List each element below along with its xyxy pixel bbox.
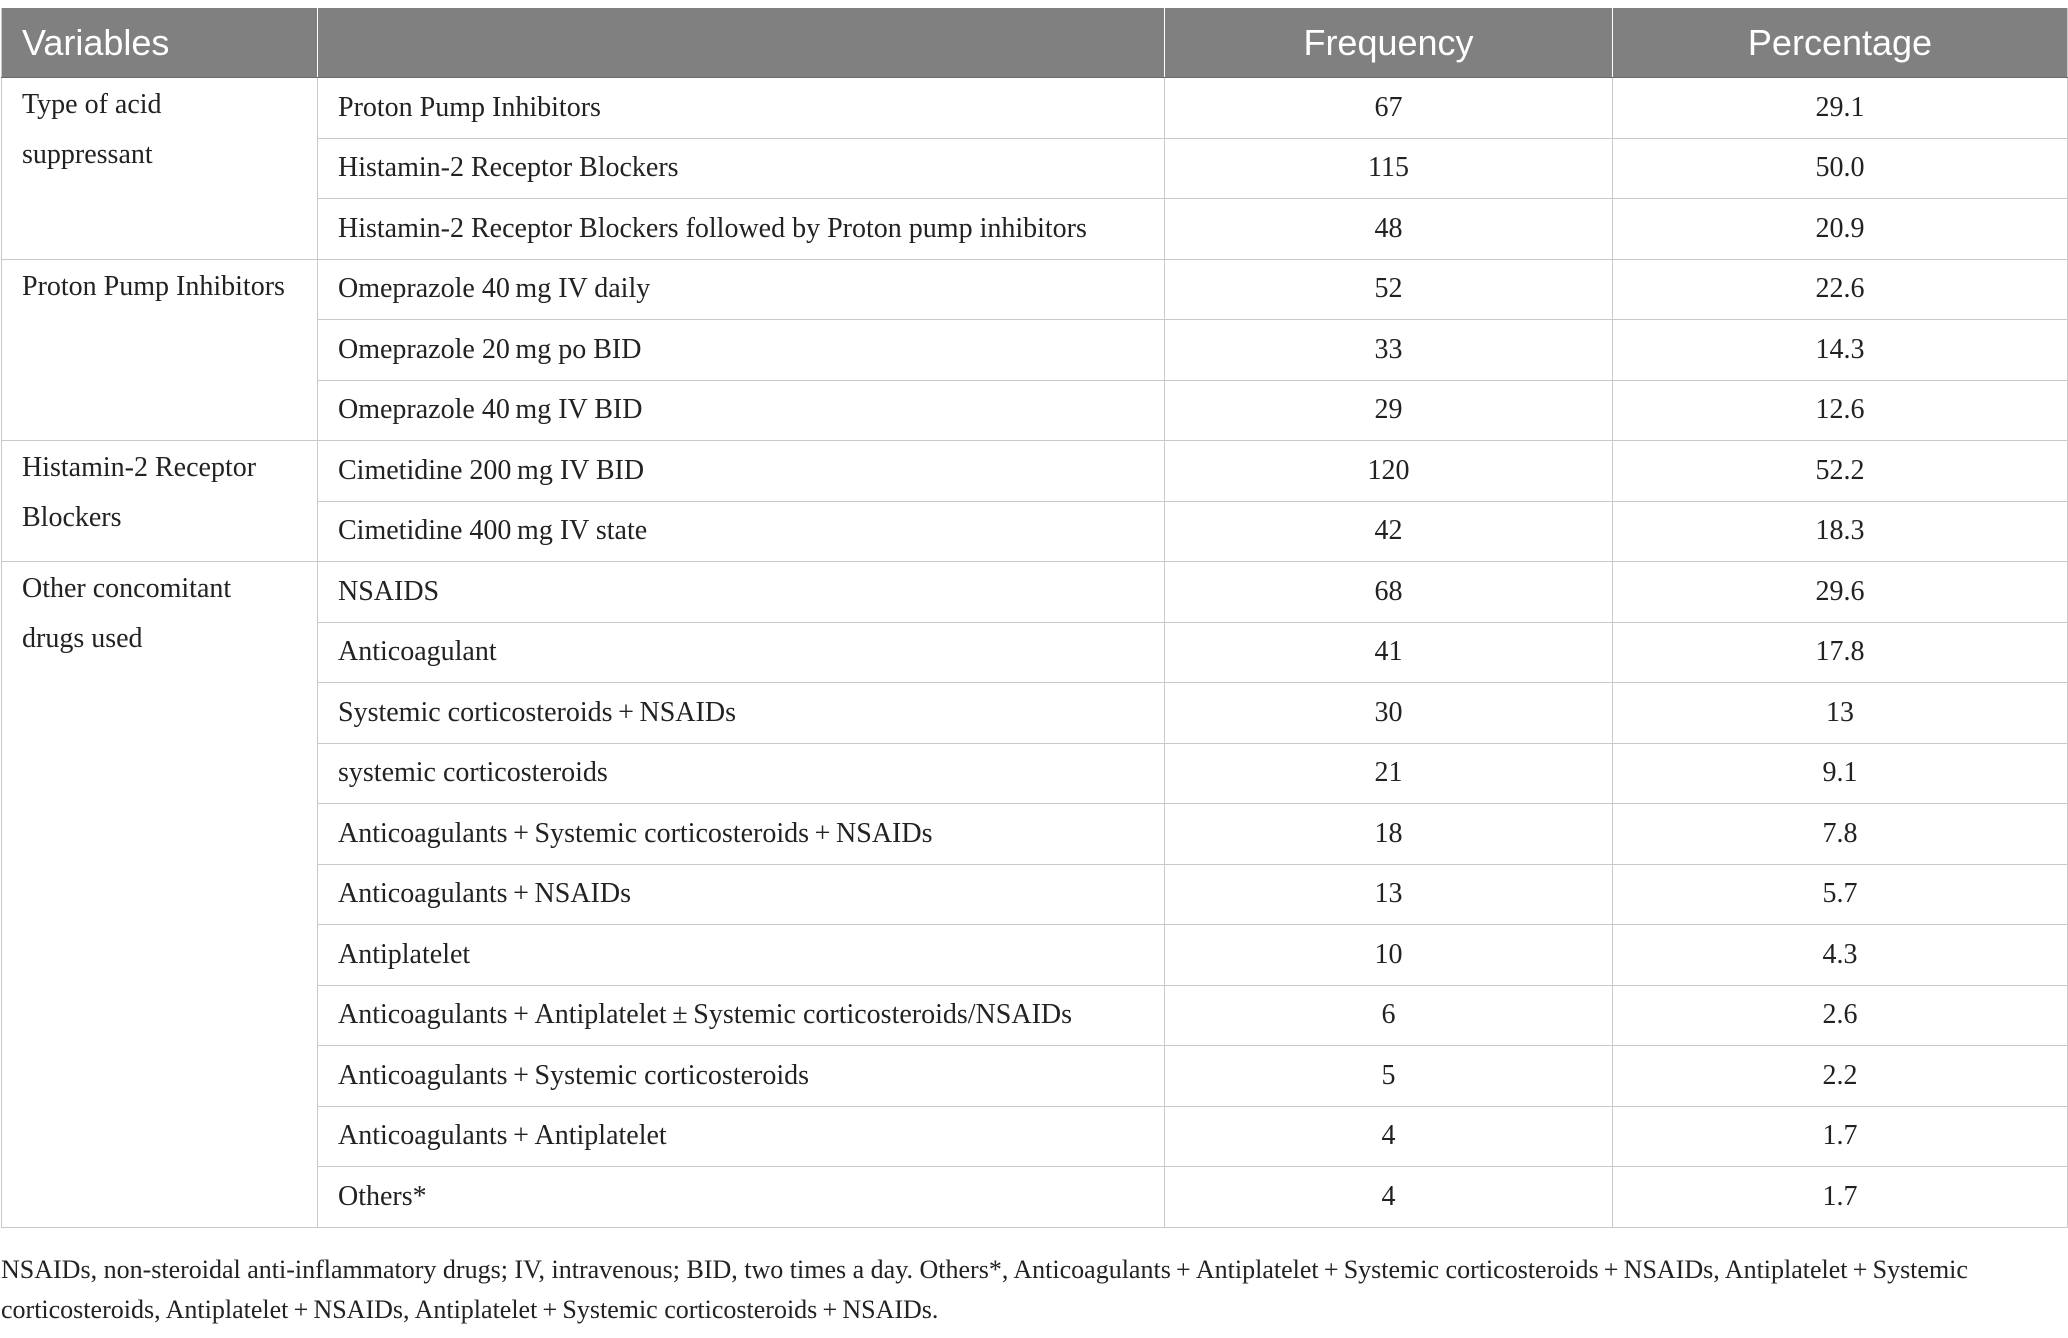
row-frequency: 42: [1165, 501, 1613, 562]
row-percentage: 1.7: [1613, 1167, 2068, 1228]
row-percentage: 2.2: [1613, 1046, 2068, 1107]
row-frequency: 30: [1165, 683, 1613, 744]
row-name: Systemic corticosteroids + NSAIDs: [318, 683, 1165, 744]
row-frequency: 115: [1165, 138, 1613, 199]
row-frequency: 4: [1165, 1167, 1613, 1228]
group-label: Other concomitant drugs used: [2, 562, 318, 1228]
row-frequency: 68: [1165, 562, 1613, 623]
row-percentage: 7.8: [1613, 804, 2068, 865]
row-name: systemic corticosteroids: [318, 743, 1165, 804]
row-frequency: 67: [1165, 78, 1613, 139]
group-label: Type of acid suppressant: [2, 78, 318, 260]
row-name: Anticoagulants + Antiplatelet: [318, 1106, 1165, 1167]
row-name: Cimetidine 400 mg IV state: [318, 501, 1165, 562]
row-percentage: 9.1: [1613, 743, 2068, 804]
header-variables: Variables: [2, 8, 318, 78]
row-name: Histamin-2 Receptor Blockers: [318, 138, 1165, 199]
row-frequency: 4: [1165, 1106, 1613, 1167]
table-row: [2, 562, 2068, 623]
row-percentage: 1.7: [1613, 1106, 2068, 1167]
row-name: Anticoagulants + Systemic corticosteroids + NSAIDs: [318, 804, 1165, 865]
row-percentage: 50.0: [1613, 138, 2068, 199]
row-name: Omeprazole 20 mg po BID: [318, 320, 1165, 381]
header-percentage: Percentage: [1613, 8, 2068, 78]
drug-usage-table: [1, 8, 2068, 1228]
row-percentage: 52.2: [1613, 441, 2068, 502]
row-name: Others*: [318, 1167, 1165, 1228]
row-percentage: 22.6: [1613, 259, 2068, 320]
row-frequency: 13: [1165, 864, 1613, 925]
row-name: Omeprazole 40 mg IV BID: [318, 380, 1165, 441]
row-percentage: 4.3: [1613, 925, 2068, 986]
row-name: Histamin-2 Receptor Blockers followed by Proton pump inhibitors: [318, 199, 1165, 260]
row-frequency: 29: [1165, 380, 1613, 441]
row-name: Proton Pump Inhibitors: [318, 78, 1165, 139]
header-row: [2, 8, 2068, 78]
table-row: [2, 259, 2068, 320]
row-frequency: 33: [1165, 320, 1613, 381]
row-frequency: 52: [1165, 259, 1613, 320]
row-frequency: 5: [1165, 1046, 1613, 1107]
row-percentage: 20.9: [1613, 199, 2068, 260]
table-footnote: NSAIDs, non-steroidal anti-inflammatory drugs; IV, intravenous; BID, two times a day. Others*, Anticoagulants + Antiplatelet + Systemic corticosteroids + NSAIDs, Antiplatelet + Systemic corticosteroids, Antiplatelet + NSAIDs, Antiplatelet + Systemic corticosteroids + NSAIDs.: [1, 1255, 1968, 1324]
row-percentage: 17.8: [1613, 622, 2068, 683]
group-label: Proton Pump Inhibitors: [2, 259, 318, 441]
row-frequency: 21: [1165, 743, 1613, 804]
row-percentage: 18.3: [1613, 501, 2068, 562]
table-row: [2, 441, 2068, 502]
row-percentage: 29.6: [1613, 562, 2068, 623]
row-percentage: 14.3: [1613, 320, 2068, 381]
row-percentage: 13: [1613, 683, 2068, 744]
table-header: [2, 8, 2068, 78]
row-frequency: 10: [1165, 925, 1613, 986]
row-name: Omeprazole 40 mg IV daily: [318, 259, 1165, 320]
row-frequency: 48: [1165, 199, 1613, 260]
row-percentage: 5.7: [1613, 864, 2068, 925]
row-percentage: 2.6: [1613, 985, 2068, 1046]
group-label: Histamin-2 Receptor Blockers: [2, 441, 318, 562]
row-percentage: 29.1: [1613, 78, 2068, 139]
row-percentage: 12.6: [1613, 380, 2068, 441]
row-frequency: 18: [1165, 804, 1613, 865]
row-name: Anticoagulant: [318, 622, 1165, 683]
row-name: Anticoagulants + Antiplatelet ± Systemic corticosteroids/NSAIDs: [318, 985, 1165, 1046]
row-frequency: 41: [1165, 622, 1613, 683]
table-body: [2, 78, 2068, 1228]
row-name: Cimetidine 200 mg IV BID: [318, 441, 1165, 502]
header-frequency: Frequency: [1165, 8, 1613, 78]
row-name: Antiplatelet: [318, 925, 1165, 986]
row-name: Anticoagulants + NSAIDs: [318, 864, 1165, 925]
row-frequency: 120: [1165, 441, 1613, 502]
row-name: Anticoagulants + Systemic corticosteroids: [318, 1046, 1165, 1107]
data-table-container: [1, 8, 2067, 1228]
row-frequency: 6: [1165, 985, 1613, 1046]
table-row: [2, 78, 2068, 139]
row-name: NSAIDS: [318, 562, 1165, 623]
header-blank: [318, 8, 1165, 78]
